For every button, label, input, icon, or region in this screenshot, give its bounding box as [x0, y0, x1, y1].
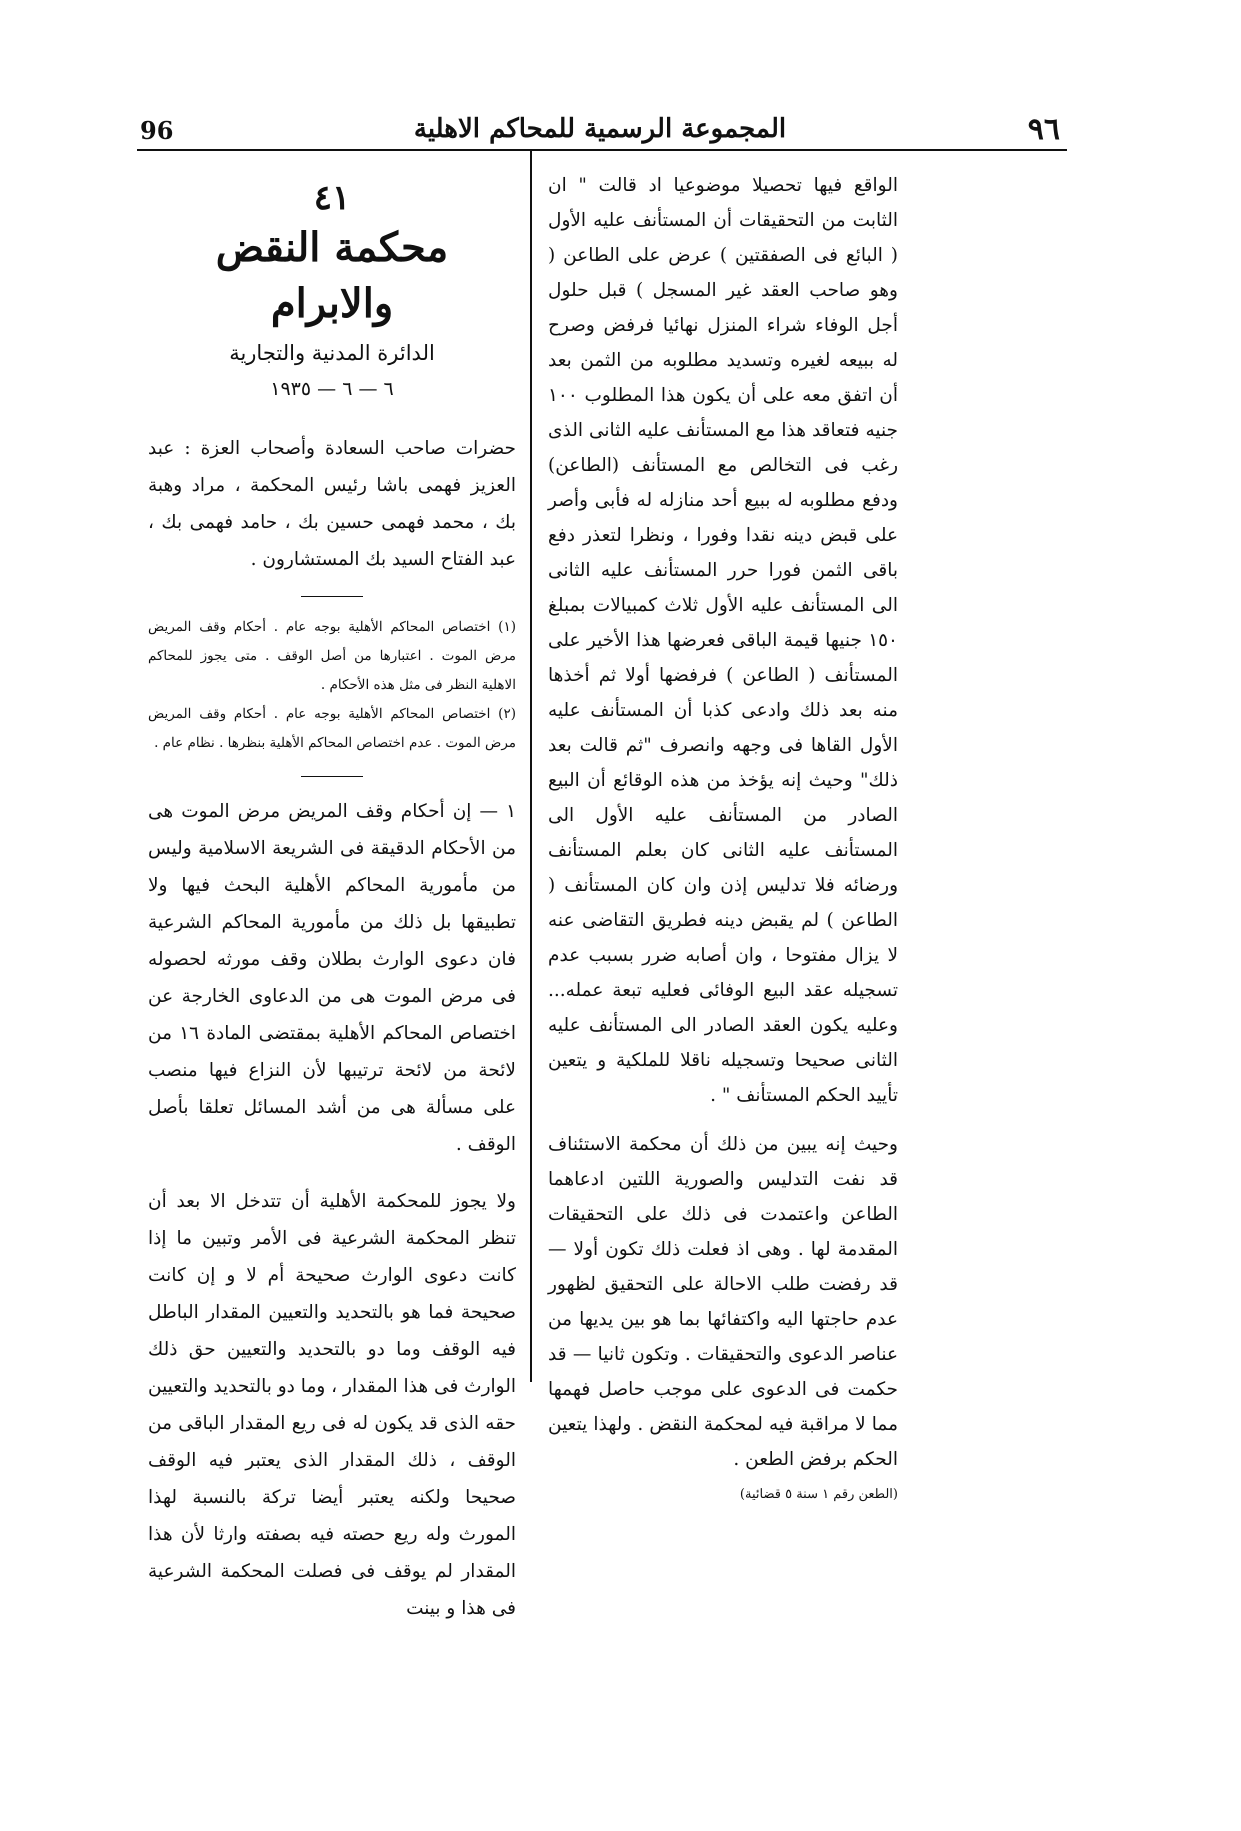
judgment-date: ٦ — ٦ — ١٩٣٥: [270, 378, 394, 400]
right-column: [548, 168, 898, 1502]
column-divider: [530, 150, 532, 1382]
journal-title: المجموعة الرسمية للمحاكم الاهلية: [413, 114, 787, 144]
page-number-latin: 96: [140, 116, 174, 145]
judgment-conclusion-paragraph: وحيث إنه يبين من ذلك أن محكمة الاستئناف قد نفت التدليس والصورية اللتين ادعاهما الطاعن واعتمدت فى ذلك على التحقيقات المقدمة لها . وهى اذ فعلت ذلك تكون أولا — قد رفضت طلب الاحالة على التحقيق لظهور عدم حاجتها اليه واكتفائها بما هو بين يديها من عناصر الدعوى والتحقيقات . وتكون ثانيا — قد حكمت فى الدعوى على موجب حاصل فهمها مما لا مراقبة فيه لمحكمة النقض . ولهذا يتعين الحكم برفض الطعن .: [548, 1134, 898, 1470]
section-rule: [301, 776, 363, 777]
judges-list: حضرات صاحب السعادة وأصحاب العزة : عبد العزيز فهمى باشا رئيس المحكمة ، مراد وهبة بك ، محمد فهمى حسين بك ، حامد فهمى بك ، عبد الفتاح السيد بك المستشارون .: [148, 438, 516, 570]
case-reference: (الطعن رقم ١ سنة ٥ قضائية): [739, 1487, 898, 1502]
principle-paragraph-2: ولا يجوز للمحكمة الأهلية أن تتدخل الا بعد أن تنظر المحكمة الشرعية فى الأمر وتبين ما إذا كانت دعوى الوارث صحيحة أم لا و إن كانت صحيحة فما هو بالتحديد والتعيين المقدار الباطل فيه الوقف وما دو بالتحديد والتعيين حق ذلك الوارث فى هذا المقدار ، وما دو بالتحديد والتعيين حقه الذى قد يكون له فى ريع المقدار الباقى من الوقف ، ذلك المقدار الذى يعتبر فيه الوقف صحيحا ولكنه يعتبر أيضا تركة بالنسبة لهذا المورث وله ريع حصته فيه بصفته وارثا لأن هذا المقدار لم يوقف فى فصلت المحكمة الشرعية فى هذا و بينت: [148, 1191, 516, 1619]
page-number-arabic: ٩٦: [1027, 112, 1060, 147]
chamber-name: الدائرة المدنية والتجارية: [229, 341, 435, 365]
principle-paragraph-1: ١ — إن أحكام وقف المريض مرض الموت هى من الأحكام الدقيقة فى الشريعة الاسلامية وليس من مأمورية المحاكم الأهلية البحث فيها ولا تطبيقها بل ذلك من مأمورية المحاكم الشرعية فان دعوى الوارث بطلان وقف مورثه لحصوله فى مرض الموت هى من الدعاوى الخارجة عن اختصاص المحاكم الأهلية بمقتضى المادة ١٦ من لائحة من لائحة ترتيبها لأن النزاع فيها منصب على مسألة هى من أشد المسائل تعلقا بأصل الوقف .: [148, 801, 517, 1155]
section-rule: [301, 596, 363, 597]
judgment-text-paragraph: الواقع فيها تحصيلا موضوعيا اد قالت " ان الثابت من التحقيقات أن المستأنف عليه الأول ( البائع فى الصفقتين ) عرض على الطاعن ( وهو صاحب العقد غير المسجل ) قبل حلول أجل الوفاء شراء المنزل نهائيا فرفض وصرح له ببيعه لغيره وتسديد مطلوبه من الثمن بعد أن اتفق معه على أن يكون هذا المطلوب ١٠٠ جنيه فتعاقد هذا مع المستأنف عليه الثانى الذى رغب فى التخالص مع المستأنف (الطاعن) ودفع مطلوبه له ببيع أحد منازله له فأبى وأصر على قبض دينه نقدا وفورا ، ونظرا لتعذر دفع باقى الثمن فورا حرر المستأنف عليه الثانى الى المستأنف عليه الأول ثلاث كمبيالات بمبلغ ١٥٠ جنيها قيمة الباقى فعرضها هذا الأخير على المستأنف ( الطاعن ) فرفضها أولا ثم أخذها منه بعد ذلك وادعى كذبا أن المستأنف عليه الأول القاها فى وجهه وانصرف "ثم قالت بعد ذلك" وحيث إنه يؤخذ من هذه الوقائع أن البيع الصادر من المستأنف عليه الأول الى المستأنف عليه الثانى كان بعلم المستأنف ورضائه فلا تدليس إذن وان كان المستأنف ( الطاعن ) لم يقبض دينه فطريق التقاضى عنه لا يزال مفتوحا ، وان أصابه ضرر بسبب عدم تسجيله عقد البيع الوفائى فعليه تبعة عمله... وعليه يكون العقد الصادر الى المستأنف عليه الثانى صحيحا وتسجيله ناقلا للملكية و يتعين تأييد الحكم المستأنف " .: [548, 175, 898, 1106]
court-name: محكمة النقض والابرام: [215, 224, 449, 327]
header-rule: [137, 149, 1067, 151]
left-column: [148, 176, 516, 1627]
case-number: ٤١: [313, 178, 351, 218]
footnote-1: (١) اختصاص المحاكم الأهلية بوجه عام . أحكام وقف المريض مرض الموت . اعتبارها من أصل الوقف . متى يجوز للمحاكم الاهلية النظر فى مثل هذه الأحكام .: [148, 619, 516, 693]
footnote-2: (٢) اختصاص المحاكم الأهلية بوجه عام . أحكام وقف المريض مرض الموت . عدم اختصاص المحاكم الأهلية بنظرها . نظام عام .: [148, 706, 516, 751]
page-header: [140, 112, 1060, 152]
